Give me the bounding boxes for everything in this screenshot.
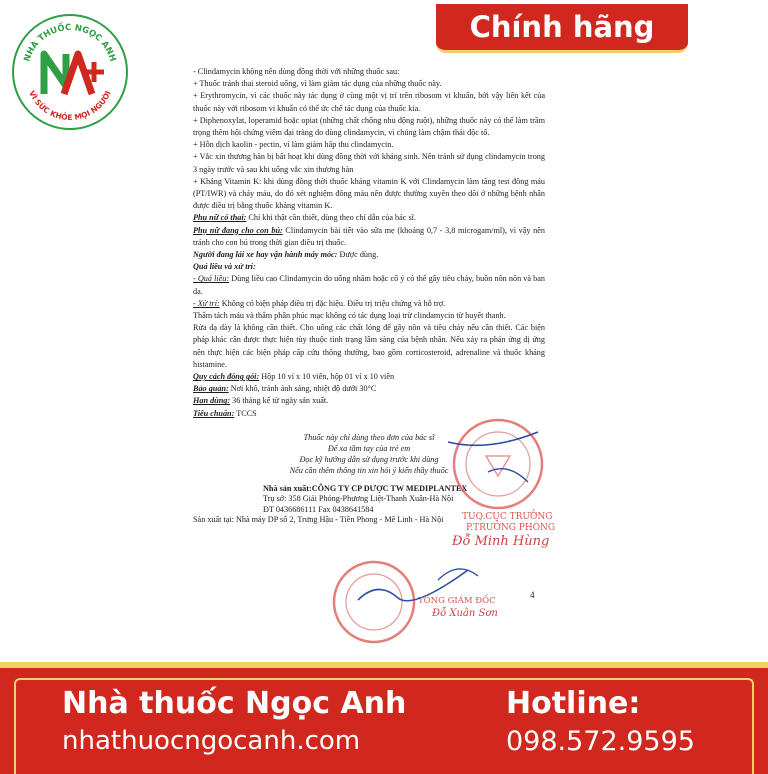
standard-text: TCCS bbox=[234, 408, 257, 418]
approval-title-1: TUQ.CỤC TRƯỞNG bbox=[462, 512, 553, 522]
footer-website-link[interactable]: nhathuocngocanh.com bbox=[62, 726, 361, 756]
logo-mark bbox=[14, 16, 126, 128]
overdose-sub-label: - Quá liều: bbox=[193, 274, 230, 284]
pack-section bbox=[193, 371, 545, 383]
approval-title-2: P.TRƯỞNG PHÒNG bbox=[466, 523, 556, 533]
pack-label: Quy cách đóng gói: bbox=[193, 372, 260, 382]
authentic-badge: Chính hãng bbox=[436, 4, 688, 53]
footer-banner bbox=[0, 662, 768, 774]
note-line: Đọc kỹ hướng dẫn sử dụng trước khi dùng bbox=[299, 454, 439, 464]
director-signature: Đỗ Xuân Sơn bbox=[432, 608, 498, 619]
doc-line: Rửa dạ dày là không cần thiết. Cho uống các chất lỏng để gây nôn và tiêu chảy nếu cần thiết. Các biện pháp khác cần được thực hiện tùy thuộc tình trạng lâm sàng của bệnh nhân. Nếu xảy ra phản ứng dị ứng nên thực hiện các biện pháp cấp cứu thông thường, bao gồm corticosteroid, adrenaline và thuốc kháng histamine. bbox=[193, 323, 545, 369]
svg-text:NHÀ THUỐC NGỌC ANH bbox=[22, 20, 117, 63]
maker-label: Nhà sản xuất: bbox=[263, 483, 312, 493]
expiry-label: Hạn dùng: bbox=[193, 396, 231, 406]
expiry-text: 36 tháng kể từ ngày sản xuất. bbox=[230, 396, 329, 406]
logo-bottom-text: VÌ SỨC KHỎE MỌI NGƯỜI bbox=[27, 89, 113, 123]
page-number: 4 bbox=[530, 590, 535, 600]
footer-hotline-label: Hotline: bbox=[506, 686, 641, 721]
standard-label: Tiêu chuẩn: bbox=[193, 408, 235, 418]
treatment-section bbox=[193, 298, 545, 310]
doc-line: Thẩm tách máu và thẩm phân phúc mạc không có tác dụng loại trừ clindamycin từ huyết thanh. bbox=[193, 311, 506, 321]
storage-text: Nơi khô, tránh ánh sáng, nhiệt độ dưới 30°C bbox=[228, 384, 377, 394]
driver-label: Người đang lái xe hay vận hành máy móc: bbox=[193, 250, 338, 260]
treatment-label: - Xử trí: bbox=[193, 298, 220, 308]
approval-seal bbox=[428, 412, 548, 522]
svg-text:VÌ SỨC KHỎE MỌI NGƯỜI bbox=[27, 89, 113, 122]
maker-address: Trụ sở: 358 Giải Phóng-Phương Liệt-Thanh Xuân-Hà Nội bbox=[263, 494, 454, 504]
doc-line: + Diphenoxylat, loperamid hoặc opiat (những chất chống nhu động ruột), những thuốc này có thể làm trầm trọng thêm hội chứng viêm đại tràng do dùng clindamycin, vì chúng làm chậm thải độc tố. bbox=[193, 115, 545, 138]
maker-phone: ĐT 0436686111 Fax 0438641584 bbox=[263, 504, 374, 514]
storage-section bbox=[193, 383, 545, 395]
note-line: Để xa tầm tay của trẻ em bbox=[327, 443, 411, 453]
pack-text: Hộp 10 vỉ x 10 viên, hộp 01 vỉ x 10 viên bbox=[259, 372, 395, 382]
note-line: Nếu cần thêm thông tin xin hỏi ý kiến thầy thuốc bbox=[289, 465, 449, 475]
overdose-text: Dùng liều cao Clindamycin do uống nhầm hoặc cố ý có thể gây tiêu chảy, buồn nôn nôn và ban da. bbox=[193, 274, 545, 296]
doc-line: + Vắc xin thương hàn bị bất hoạt khi dùng đồng thời với kháng sinh. Nên tránh sử dụng clindamycin trong 3 ngày trước và sau khi uống vắc xin thương hàn bbox=[193, 152, 545, 174]
doc-line: + Kháng Vitamin K: khi dùng đồng thời thuốc kháng vitamin K với Clindamycin làm tăng test đông máu (PT/IWR) và chảy máu, do đó xét nghiệm đông máu nên được thường xuyên theo dõi ở những bệnh nhân được điều trị bằng thuốc kháng vitamin K. bbox=[193, 176, 545, 211]
pharmacy-logo bbox=[12, 14, 128, 130]
logo-top-text: NHÀ THUỐC NGỌC ANH bbox=[22, 22, 118, 63]
footer-phone-link[interactable]: 098.572.9595 bbox=[506, 726, 695, 757]
doc-line: - Clindamycin không nên dùng đồng thời với những thuốc sau: bbox=[193, 67, 400, 76]
maker-factory: Sản xuất tại: Nhà máy DP số 2, Trưng Hậu - Tiền Phong - Mê Linh - Hà Nội bbox=[193, 515, 444, 525]
storage-label: Bảo quản: bbox=[193, 384, 229, 394]
doc-line: + Hỗn dịch kaolin - pectin, vì làm giảm hấp thu clindamycin. bbox=[193, 140, 394, 150]
note-line: Thuốc này chỉ dùng theo đơn của bác sĩ bbox=[303, 432, 435, 442]
director-title: TỔNG GIÁM ĐỐC bbox=[418, 596, 496, 606]
overdose-section bbox=[193, 273, 545, 297]
treatment-text: Không có biện pháp điều trị đặc hiệu. Điều trị triệu chứng và hỗ trợ. bbox=[219, 298, 446, 308]
overdose-heading: Quá liều và xử trí: bbox=[193, 262, 256, 272]
nursing-label: Phụ nữ đang cho con bú: bbox=[193, 225, 283, 235]
approval-signature: Đỗ Minh Hùng bbox=[452, 534, 550, 549]
doc-line: + Erythromycin, vì các thuốc này tác dụng ở cùng một vị trí trên ribosom vi khuẩn, bởi vậy liên kết của thuốc này với ribosom vi khuẩn có thể ức chế tác dụng của thuốc kia. bbox=[193, 91, 545, 113]
maker-name: CÔNG TY CP DƯỢC TW MEDIPLANTEX bbox=[311, 483, 468, 493]
nursing-section bbox=[193, 225, 545, 249]
pregnant-label: Phụ nữ có thai: bbox=[193, 213, 247, 223]
pregnant-text: Chỉ khi thật cần thiết, dùng theo chỉ dẫn của bác sĩ. bbox=[246, 213, 416, 223]
pregnant-section bbox=[193, 212, 545, 224]
expiry-section bbox=[193, 395, 545, 407]
doc-line: + Thuốc tránh thai steroid uống, vì làm giảm tác dụng của những thuốc này. bbox=[193, 79, 442, 89]
nursing-text: Clindamycin bài tiết vào sữa mẹ (khoảng 0,7 - 3,8 microgam/ml), vì vậy nên tránh cho con bú trong thời gian điều trị thuốc. bbox=[193, 225, 545, 247]
footer-pharmacy-name: Nhà thuốc Ngọc Anh bbox=[62, 686, 407, 721]
driver-text: Được dùng. bbox=[337, 250, 379, 260]
driver-section bbox=[193, 249, 545, 261]
